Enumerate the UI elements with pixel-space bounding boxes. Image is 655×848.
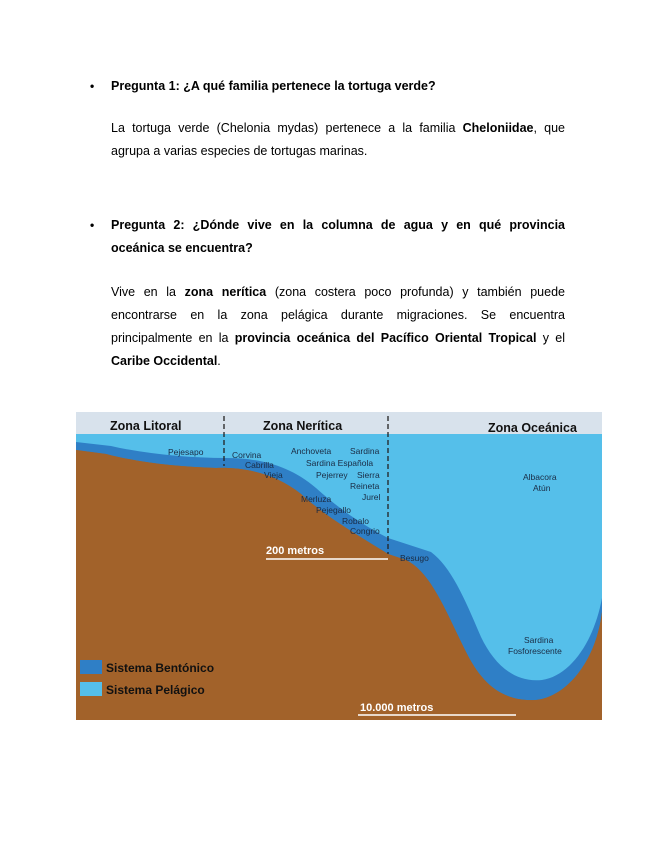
answer-1-text-b: , que agrupa a varias especies de tortugas marinas.: [111, 121, 565, 158]
question-1-text: Pregunta 1: ¿A qué familia pertenece la tortuga verde?: [111, 79, 436, 93]
legend-benthic-swatch: [80, 660, 102, 674]
question-2-text: Pregunta 2: ¿Dónde vive en la columna de agua y en qué provincia oceánica se encuentra?: [111, 218, 565, 255]
zone-neritica-label: Zona Nerítica: [263, 419, 343, 433]
legend-benthic-label: Sistema Bentónico: [106, 661, 215, 675]
zone-oceanica-label: Zona Oceánica: [488, 421, 577, 435]
species-pejegallo: Pejegallo: [316, 505, 351, 515]
depth-10000-label: 10.000 metros: [360, 702, 434, 714]
species-pejerrey: Pejerrey: [316, 470, 348, 480]
answer-2-zone: zona nerítica: [184, 285, 267, 299]
species-corvina: Corvina: [232, 450, 262, 460]
answer-1-text-a: La tortuga verde (Chelonia mydas) pertenece a la familia: [111, 121, 463, 135]
species-cabrilla: Cabrilla: [245, 460, 274, 470]
answer-1: [111, 117, 565, 163]
species-jurel: Jurel: [362, 492, 381, 502]
legend-pelagic-label: Sistema Pelágico: [106, 683, 205, 697]
answer-1-family: Cheloniidae: [462, 121, 534, 135]
species-sardina-fosforescente: Sardina: [524, 635, 554, 645]
species-sardina: Sardina: [350, 446, 380, 456]
answer-2-text-b: (zona costera poco profunda) y también puede encontrarse en la zona pelágica durante migraciones. Se encuentra principalmente en la: [111, 285, 565, 345]
species-anchoveta: Anchoveta: [291, 446, 332, 456]
species-congrio: Congrio: [350, 526, 380, 536]
species-vieja: Vieja: [264, 470, 283, 480]
species-reineta: Reineta: [350, 481, 380, 491]
species-atun: Atún: [533, 483, 551, 493]
answer-2-text-d: .: [217, 354, 221, 368]
question-1: [90, 75, 565, 98]
zone-litoral-label: Zona Litoral: [110, 419, 182, 433]
answer-2-province: provincia oceánica del Pacífico Oriental Tropical: [234, 331, 537, 345]
answer-2-caribbean: Caribe Occidental: [111, 354, 218, 368]
species-fosforescente: Fosforescente: [508, 646, 562, 656]
ocean-zones-diagram: [76, 412, 602, 720]
depth-200-label: 200 metros: [266, 545, 325, 557]
question-2: [90, 214, 565, 260]
answer-2-text-c: y el: [536, 331, 565, 345]
species-robalo: Robalo: [342, 516, 369, 526]
species-merluza: Merluza: [301, 494, 332, 504]
species-pejesapo: Pejesapo: [168, 447, 204, 457]
bullet: •: [90, 218, 95, 232]
legend-pelagic-swatch: [80, 682, 102, 696]
species-albacora: Albacora: [523, 472, 557, 482]
bullet: •: [90, 79, 95, 93]
species-besugo: Besugo: [400, 553, 429, 563]
species-sardina-espanola: Sardina Española: [306, 458, 374, 468]
answer-2-text-a: Vive en la: [111, 285, 185, 299]
answer-2: [111, 281, 565, 373]
species-sierra: Sierra: [357, 470, 380, 480]
